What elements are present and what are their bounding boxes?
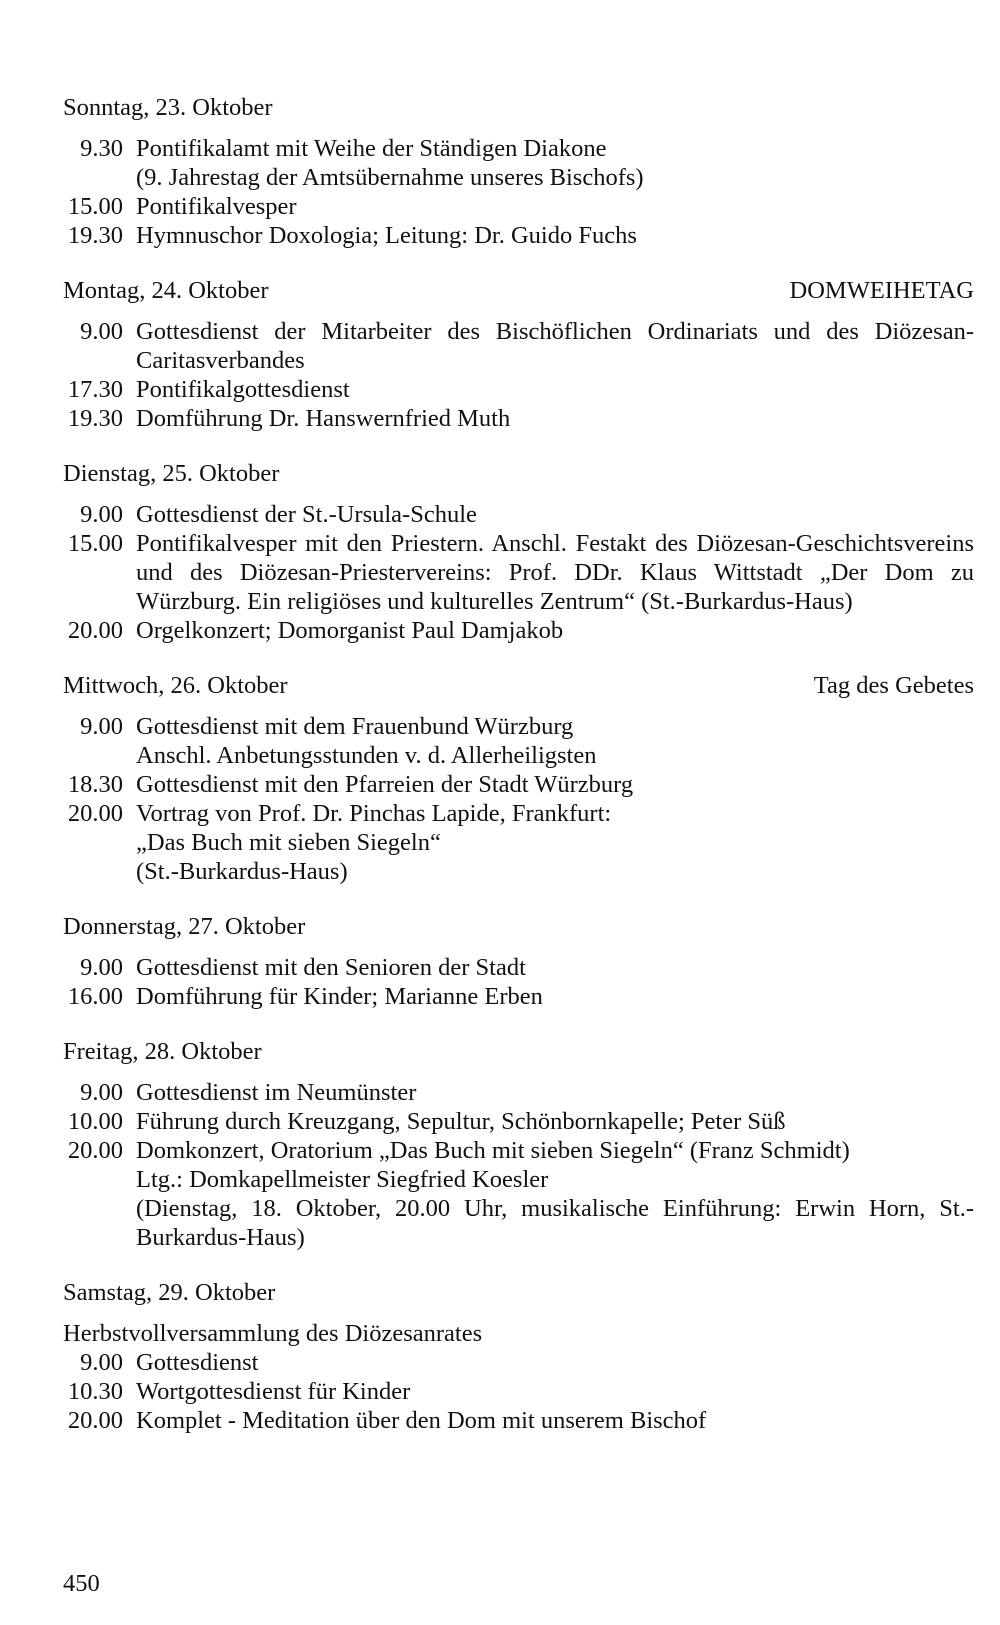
entry-time: 17.30 xyxy=(67,376,123,403)
day-label: Tag des Gebetes xyxy=(813,672,974,699)
day-heading: Donnerstag, 27. Oktober xyxy=(63,913,306,940)
entry-line: (St.-Burkardus-Haus) xyxy=(136,858,348,885)
entry-description xyxy=(136,616,974,645)
schedule-entry xyxy=(63,1348,974,1377)
schedule-entry xyxy=(63,1377,974,1406)
entry-line: Orgelkonzert; Domorganist Paul Damjakob xyxy=(136,617,564,644)
entry-description xyxy=(136,1078,974,1107)
entry-line: „Das Buch mit sieben Siegeln“ xyxy=(136,829,441,856)
schedule-entry xyxy=(63,770,974,799)
day-heading: Samstag, 29. Oktober xyxy=(63,1279,276,1306)
entry-time: 19.30 xyxy=(67,405,123,432)
entry-description xyxy=(136,953,974,982)
day-heading: Dienstag, 25. Oktober xyxy=(63,460,280,487)
day-section xyxy=(63,912,974,1011)
day-heading: Montag, 24. Oktober xyxy=(63,277,269,304)
entry-time: 19.30 xyxy=(67,222,123,249)
entry-description xyxy=(136,1107,974,1136)
day-section xyxy=(63,276,974,433)
schedule-entry xyxy=(63,1406,974,1435)
entry-description xyxy=(136,529,974,616)
entry-description xyxy=(136,1377,974,1406)
schedule-entry xyxy=(63,221,974,250)
schedule-entry xyxy=(63,1107,974,1136)
schedule-entry xyxy=(63,982,974,1011)
day-header xyxy=(63,1278,974,1307)
entry-time: 16.00 xyxy=(67,983,123,1010)
entry-time: 10.30 xyxy=(67,1378,123,1405)
entry-line: Ltg.: Domkapellmeister Siegfried Koesler xyxy=(136,1166,549,1193)
day-section xyxy=(63,1037,974,1252)
entry-description xyxy=(136,375,974,404)
entry-line: Gottesdienst im Neumünster xyxy=(136,1079,417,1106)
entry-description xyxy=(136,1406,974,1435)
entry-line: Gottesdienst mit dem Frauenbund Würzburg xyxy=(136,713,574,740)
entry-line: Anschl. Anbetungsstunden v. d. Allerheiligsten xyxy=(136,742,597,769)
entry-description xyxy=(136,799,974,886)
day-section xyxy=(63,1278,974,1435)
entry-time: 15.00 xyxy=(67,530,123,557)
entry-line: Pontifikalgottesdienst xyxy=(136,376,350,403)
day-heading: Freitag, 28. Oktober xyxy=(63,1038,262,1065)
entry-line: Domführung für Kinder; Marianne Erben xyxy=(136,983,543,1010)
entry-line: (Dienstag, 18. Oktober, 20.00 Uhr, musikalische Einführung: Erwin Horn, St.-Burkardus-Haus) xyxy=(136,1195,974,1251)
entry-line: Gottesdienst der Mitarbeiter des Bischöflichen Ordinariats und des Diözesan-Caritasverbandes xyxy=(136,318,974,374)
entry-description xyxy=(136,221,974,250)
entry-time: 18.30 xyxy=(67,771,123,798)
entry-line: Gottesdienst xyxy=(136,1349,259,1376)
entry-time: 20.00 xyxy=(67,617,123,644)
entry-line: Hymnuschor Doxologia; Leitung: Dr. Guido Fuchs xyxy=(136,222,637,249)
entry-time: 9.00 xyxy=(80,713,123,740)
entry-time: 9.00 xyxy=(80,1349,123,1376)
entry-line: Gottesdienst mit den Pfarreien der Stadt Würzburg xyxy=(136,771,634,798)
entry-time: 20.00 xyxy=(67,1407,123,1434)
day-header xyxy=(63,276,974,305)
schedule-entry xyxy=(63,317,974,375)
day-note: Herbstvollversammlung des Diözesanrates xyxy=(63,1320,483,1347)
schedule-entry xyxy=(63,1136,974,1252)
day-header xyxy=(63,671,974,700)
entry-description xyxy=(136,1348,974,1377)
schedule-entry xyxy=(63,375,974,404)
entry-time: 9.00 xyxy=(80,501,123,528)
entry-time: 9.30 xyxy=(80,135,123,162)
schedule-entry xyxy=(63,799,974,886)
schedule-entry xyxy=(63,500,974,529)
entry-time: 20.00 xyxy=(67,800,123,827)
entry-description xyxy=(136,770,974,799)
schedule-entry xyxy=(63,529,974,616)
entry-description xyxy=(136,404,974,433)
entry-line: Vortrag von Prof. Dr. Pinchas Lapide, Frankfurt: xyxy=(136,800,612,827)
entry-line: Pontifikalvesper xyxy=(136,193,297,220)
schedule-entry xyxy=(63,712,974,770)
page-number: 450 xyxy=(63,1570,100,1597)
entry-description xyxy=(136,500,974,529)
schedule-entry xyxy=(63,192,974,221)
day-section xyxy=(63,459,974,645)
schedule-entry xyxy=(63,134,974,192)
entry-time: 10.00 xyxy=(67,1108,123,1135)
entry-line: Pontifikalamt mit Weihe der Ständigen Diakone xyxy=(136,135,607,162)
day-section xyxy=(63,93,974,250)
entry-line: Gottesdienst der St.-Ursula-Schule xyxy=(136,501,477,528)
event-schedule xyxy=(63,93,974,1461)
entry-time: 9.00 xyxy=(80,954,123,981)
entry-line: Wortgottesdienst für Kinder xyxy=(136,1378,411,1405)
day-header xyxy=(63,93,974,122)
entry-description xyxy=(136,134,974,192)
entry-description xyxy=(136,982,974,1011)
schedule-entry xyxy=(63,1078,974,1107)
entry-time: 9.00 xyxy=(80,1079,123,1106)
entry-description xyxy=(136,1136,974,1252)
entry-line: Komplet - Meditation über den Dom mit unserem Bischof xyxy=(136,1407,707,1434)
entry-description xyxy=(136,317,974,375)
entry-line: Domkonzert, Oratorium „Das Buch mit sieben Siegeln“ (Franz Schmidt) xyxy=(136,1137,850,1164)
day-section xyxy=(63,671,974,886)
day-label: DOMWEIHETAG xyxy=(789,277,974,304)
day-heading: Mittwoch, 26. Oktober xyxy=(63,672,288,699)
entry-description xyxy=(136,192,974,221)
schedule-entry xyxy=(63,953,974,982)
schedule-entry xyxy=(63,616,974,645)
day-header xyxy=(63,912,974,941)
schedule-entry xyxy=(63,404,974,433)
day-heading: Sonntag, 23. Oktober xyxy=(63,94,273,121)
entry-line: Pontifikalvesper mit den Priestern. Anschl. Festakt des Diözesan-Geschichtsvereins und des Diözesan-Priestervereins: Prof. DDr. Klaus Wittstadt „Der Dom zu Würzburg. Ein religiöses und kulturelles Zentrum“ (St.-Burkardus-Haus) xyxy=(136,530,974,615)
day-header xyxy=(63,1037,974,1066)
entry-time: 20.00 xyxy=(67,1137,123,1164)
entry-description xyxy=(136,712,974,770)
entry-line: Gottesdienst mit den Senioren der Stadt xyxy=(136,954,526,981)
entry-time: 15.00 xyxy=(67,193,123,220)
entry-line: (9. Jahrestag der Amtsübernahme unseres Bischofs) xyxy=(136,164,644,191)
entry-line: Domführung Dr. Hanswernfried Muth xyxy=(136,405,511,432)
entry-line: Führung durch Kreuzgang, Sepultur, Schönbornkapelle; Peter Süß xyxy=(136,1108,786,1135)
day-header xyxy=(63,459,974,488)
entry-time: 9.00 xyxy=(80,318,123,345)
